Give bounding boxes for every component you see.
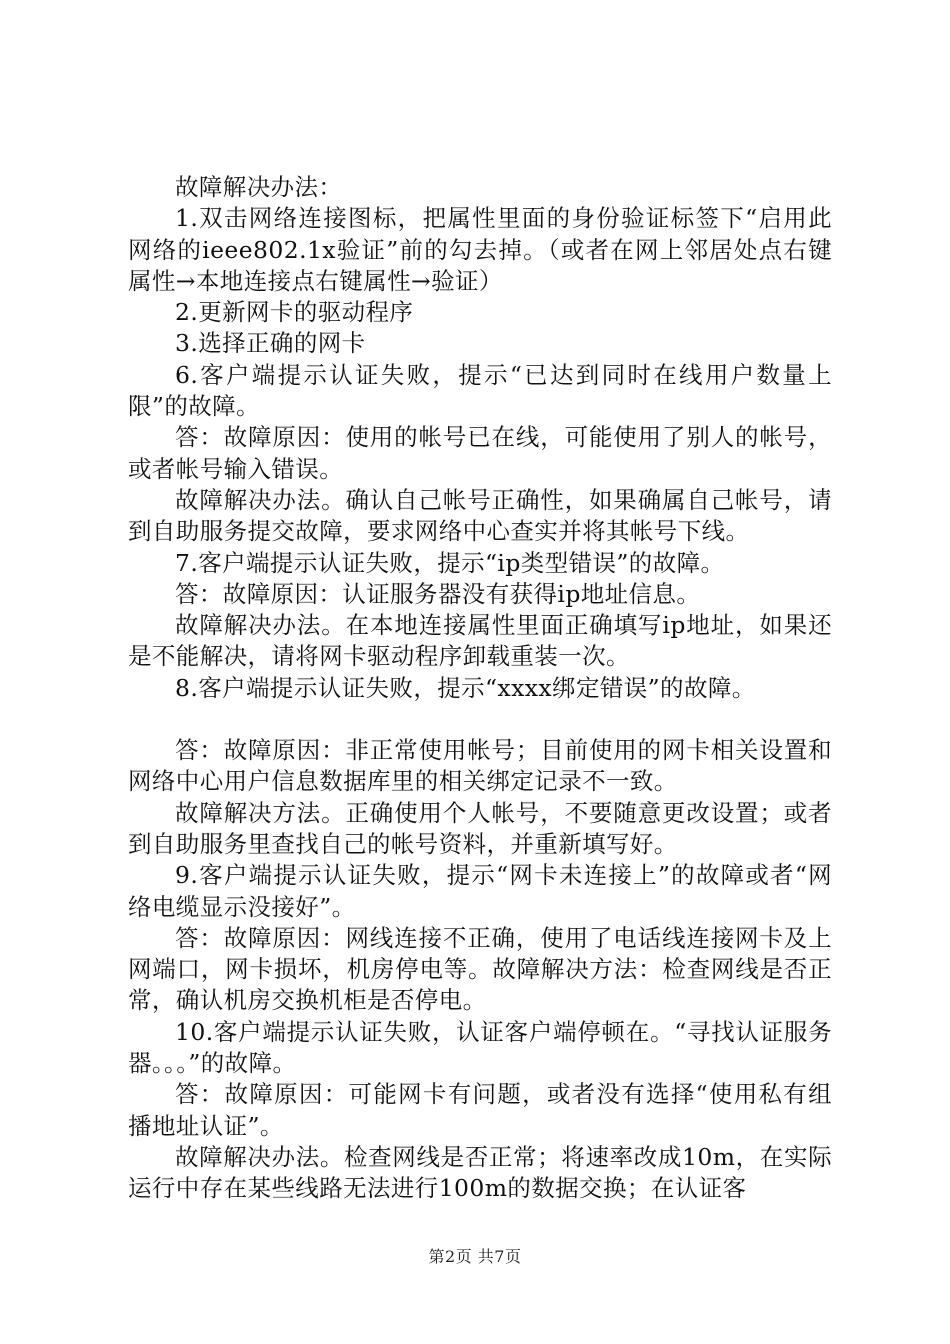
issue-9-cause: 答：故障原因：网线连接不正确，使用了电话线连接网卡及上网端口，网卡损坏，机房停电等。故障解决方法：检查网线是否正常，确认机房交换机柜是否停电。 bbox=[128, 923, 832, 1015]
issue-6-cause: 答：故障原因：使用的帐号已在线，可能使用了别人的帐号，或者帐号输入错误。 bbox=[128, 423, 832, 483]
document-body bbox=[128, 172, 832, 1205]
issue-6-solution: 故障解决办法。确认自己帐号正确性，如果确属自己帐号，请到自助服务提交故障，要求网络中心查实并将其帐号下线。 bbox=[128, 485, 832, 546]
issue-10-solution: 故障解决办法。检查网线是否正常；将速率改成10m，在实际运行中存在某些线路无法进行100m的数据交换；在认证客 bbox=[128, 1142, 832, 1203]
step-1: 1.双击网络连接图标，把属性里面的身份验证标签下“启用此网络的ieee802.1x验证”前的勾去掉。（或者在网上邻居处点右键属性→本地连接点右键属性→验证） bbox=[128, 204, 832, 295]
page-number-footer: 第2页 共7页 bbox=[428, 1247, 522, 1266]
issue-7: 7.客户端提示认证失败，提示“ip类型错误”的故障。 bbox=[175, 548, 725, 577]
issue-8-cause: 答：故障原因：非正常使用帐号；目前使用的网卡相关设置和网络中心用户信息数据库里的相关绑定记录不一致。 bbox=[128, 736, 832, 796]
issue-7-solution: 故障解决办法。在本地连接属性里面正确填写ip地址，如果还是不能解决，请将网卡驱动程序卸载重装一次。 bbox=[128, 611, 832, 671]
step-3: 3.选择正确的网卡 bbox=[175, 329, 366, 358]
heading-solution: 故障解决办法： bbox=[175, 173, 343, 201]
issue-8-solution: 故障解决方法。正确使用个人帐号，不要随意更改设置；或者到自助服务里查找自己的帐号资料，并重新填写好。 bbox=[128, 798, 832, 858]
issue-10-cause: 答：故障原因：可能网卡有问题，或者没有选择“使用私有组播地址认证”。 bbox=[128, 1080, 832, 1140]
issue-6: 6.客户端提示认证失败，提示“已达到同时在线用户数量上限”的故障。 bbox=[128, 360, 832, 421]
issue-9: 9.客户端提示认证失败，提示“网卡未连接上”的故障或者“网络电缆显示没接好”。 bbox=[128, 861, 832, 921]
step-2: 2.更新网卡的驱动程序 bbox=[175, 298, 414, 327]
issue-10: 10.客户端提示认证失败，认证客户端停顿在。“寻找认证服务器。。。”的故障。 bbox=[128, 1017, 832, 1078]
issue-7-cause: 答：故障原因：认证服务器没有获得ip地址信息。 bbox=[175, 579, 701, 608]
blank-line bbox=[128, 704, 832, 735]
issue-8: 8.客户端提示认证失败，提示“xxxx绑定错误”的故障。 bbox=[175, 673, 756, 702]
